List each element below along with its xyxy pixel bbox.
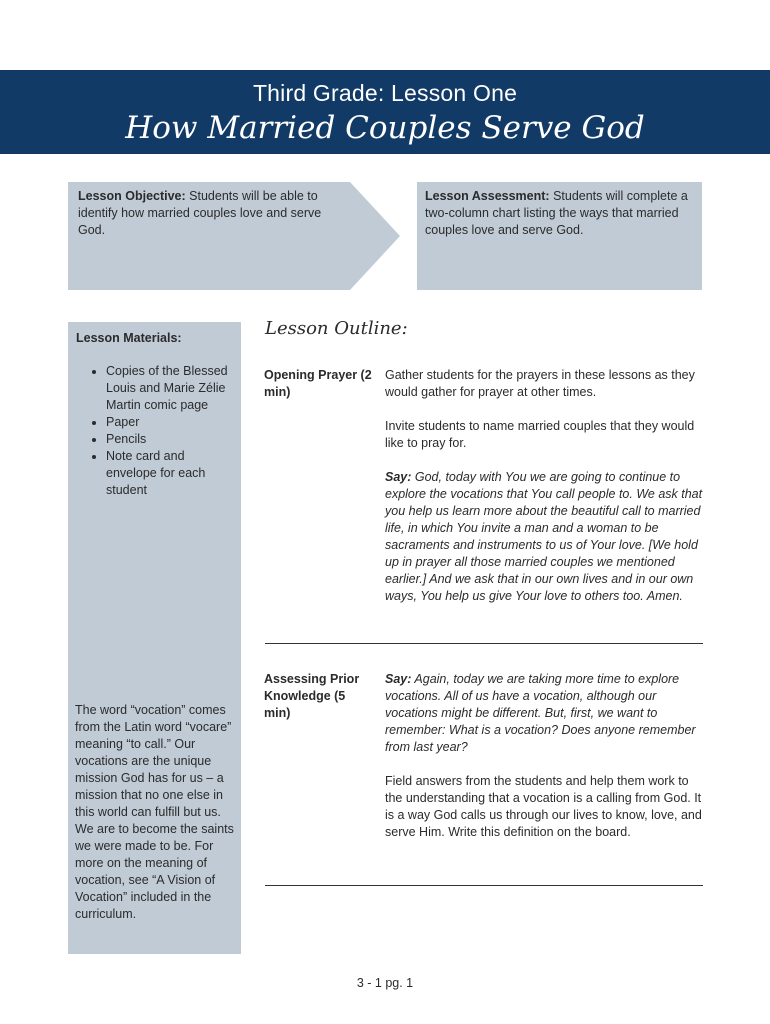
section-divider <box>265 885 703 886</box>
say-label: Say: <box>385 470 412 484</box>
opening-prayer-paragraph: Invite students to name married couples that they would like to pray for. <box>385 419 695 450</box>
assessing-knowledge-label: Assessing Prior Knowledge (5 min) <box>264 672 360 720</box>
assessing-knowledge-paragraph: Field answers from the students and help them work to the understanding that a vocation is a calling from God. It is a way God calls us through our lives to know, love, and serve Him. Write this definition on the board. <box>385 774 702 839</box>
materials-heading: Lesson Materials: <box>76 331 182 345</box>
lesson-title: How Married Couples Serve God <box>125 110 645 146</box>
lesson-objective-text <box>78 188 326 239</box>
title-banner <box>0 70 770 154</box>
lesson-grade-heading: Third Grade: Lesson One <box>252 80 518 106</box>
materials-list-item: • Pencils <box>106 431 236 448</box>
say-label: Say: <box>385 672 412 686</box>
page-number: 3 - 1 pg. 1 <box>356 976 414 990</box>
objective-label: Lesson Objective: <box>78 189 186 203</box>
materials-list-item: • Copies of the Blessed Louis and Marie Zélie Martin comic page <box>106 363 236 414</box>
assessing-text: Again, today we are taking more time to explore vocations. All of us have a vocation, although our vocations might be different. But, first, we want to remember: What is a vocation? Does anyone remember from last year? <box>385 672 696 754</box>
prayer-text: God, today with You we are going to continue to explore the vocations that You call people to. We ask that you help us learn more about the beautiful call to married life, in which You invite a man and a woman to be sacraments and instruments to us of Your love. [We hold up in prayer all those married couples we mentioned earlier.] And we ask that in our own lives and in our own ways, You help us give Your love to others too. Amen. <box>385 470 703 603</box>
outline-heading: Lesson Outline: <box>265 318 408 339</box>
assessment-label: Lesson Assessment: <box>425 189 550 203</box>
opening-prayer-body <box>385 367 703 622</box>
opening-prayer-script <box>385 469 703 605</box>
materials-list-item: • Note card and envelope for each student <box>106 448 236 499</box>
lesson-objective-box <box>68 182 400 290</box>
materials-list-item: • Paper <box>106 414 236 431</box>
materials-sidebar <box>68 322 241 954</box>
materials-list <box>76 363 236 499</box>
assessing-knowledge-body <box>385 671 703 858</box>
opening-prayer-label: Opening Prayer (2 min) <box>264 368 372 399</box>
section-divider <box>265 643 703 644</box>
lesson-assessment-box <box>417 182 702 290</box>
assessment-body: Students will complete a two-column chart listing the ways that married couples love and serve God. <box>425 189 688 237</box>
opening-prayer-paragraph: Gather students for the prayers in these lessons as they would gather for prayer at other times. <box>385 368 695 399</box>
vocation-note: The word “vocation” comes from the Latin word “vocare” meaning “to call.” Our vocations are the unique mission God has for us – a mission that no one else in this world can fulfill but us. We are to become the saints we were made to be. For more on the meaning of vocation, see “A Vision of Vocation” included in the curriculum. <box>75 703 234 921</box>
assessing-knowledge-script <box>385 671 703 756</box>
lesson-assessment-text <box>425 188 697 239</box>
objective-body: Students will be able to identify how married couples love and serve God. <box>78 189 322 237</box>
